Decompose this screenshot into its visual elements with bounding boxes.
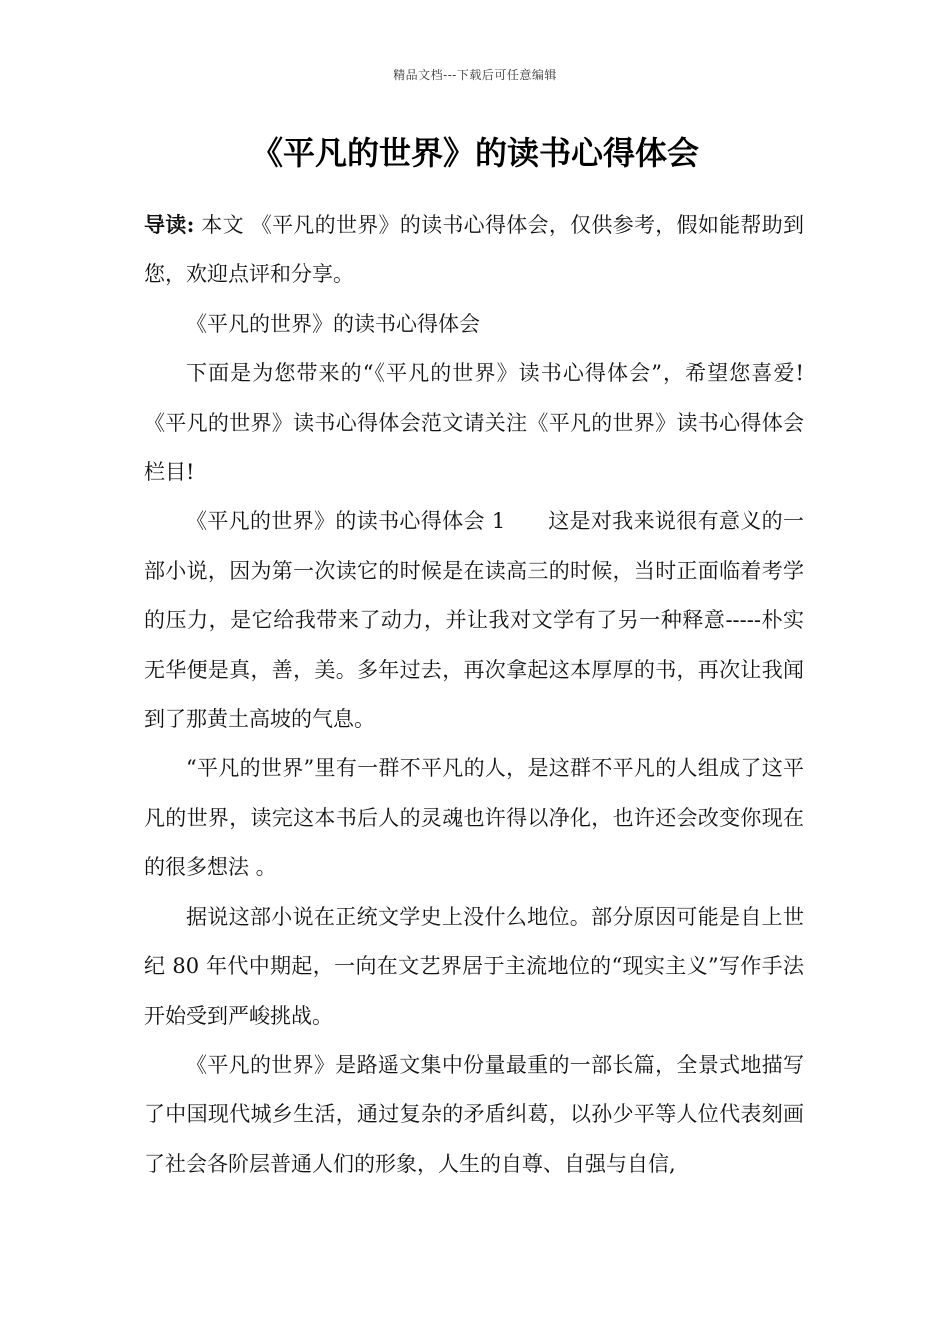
intro-label: 导读: [144,212,195,237]
body-paragraph: 《平凡的世界》的读书心得体会 [186,311,480,336]
body-paragraph: 下面是为您带来的“《平凡的世界》读书心得体会”，希望您喜爱! 《平凡的世界》读书心得体会范文请关注《平凡的世界》读书心得体会栏目! [144,361,804,485]
intro-text: 本文 《平凡的世界》的读书心得体会，仅供参考，假如能帮助到您，欢迎点评和分享。 [144,213,804,287]
body-paragraph: 据说这部小说在正统文学史上没什么地位。部分原因可能是自上世纪 80 年代中期起，一向在文艺界居于主流地位的“现实主义”写作手法开始受到严峻挑战。 [144,904,804,1028]
document-body [144,200,804,1189]
body-paragraph: 《平凡的世界》的读书心得体会 1 这是对我来说很有意义的一部小说，因为第一次读它的时候是在读高三的时候，当时正面临着考学的压力，是它给我带来了动力，并让我对文学有了另一种释意-----朴实无华便是真，善，美。多年过去，再次拿起这本厚厚的书，再次让我闻到了那黄土高坡的气息。 [144,509,804,732]
body-paragraph: 《平凡的世界》是路遥文集中份量最重的一部长篇，全景式地描写了中国现代城乡生活，通过复杂的矛盾纠葛，以孙少平等人位代表刻画了社会各阶层普通人们的形象，人生的自尊、自强与自信, [144,1052,804,1176]
header-note: 精品文档---下载后可任意编辑 [393,68,557,82]
document-title: 《平凡的世界》的读书心得体会 [250,134,699,172]
intro-paragraph [144,200,804,300]
body-paragraph: “平凡的世界”里有一群不平凡的人，是这群不平凡的人组成了这平凡的世界，读完这本书后人的灵魂也许得以净化，也许还会改变你现在的很多想法 。 [144,756,804,880]
